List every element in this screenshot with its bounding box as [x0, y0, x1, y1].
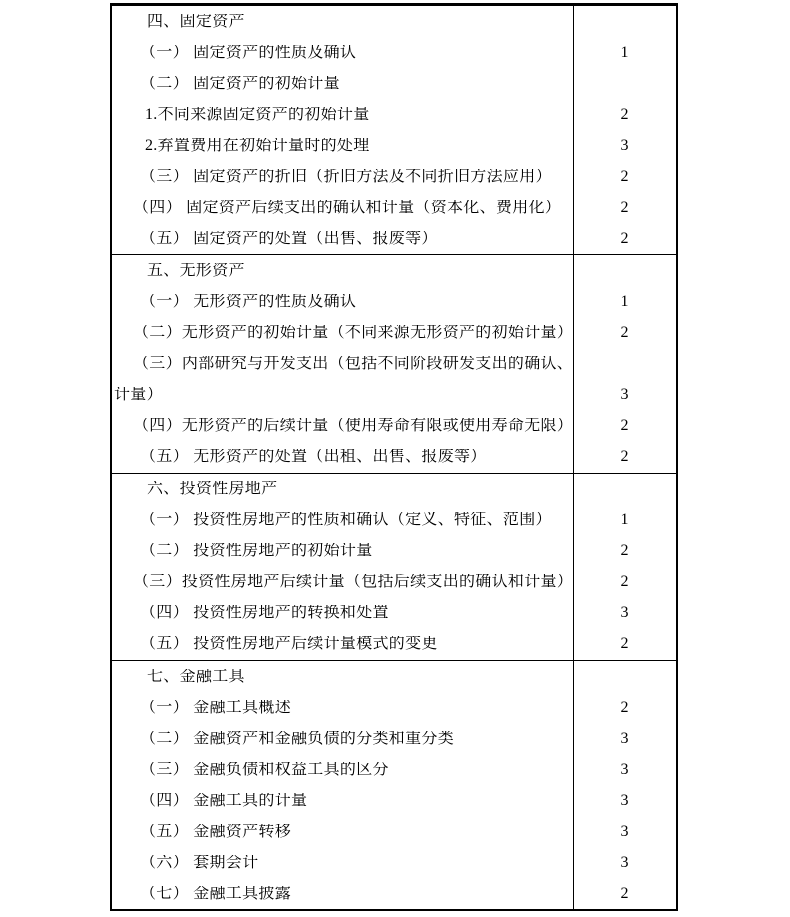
topic-cell: （三） 金融负债和权益工具的区分 [140, 761, 389, 778]
score-cell: 2 [620, 105, 629, 123]
table-row [112, 505, 676, 536]
table-row [112, 692, 676, 723]
score-cell: 2 [620, 417, 629, 435]
table-row [112, 816, 676, 847]
table-row [112, 442, 676, 473]
score-cell: 2 [620, 448, 629, 466]
table-row [112, 223, 676, 254]
table-row [112, 661, 676, 692]
score-cell: 2 [620, 167, 629, 185]
table-row [112, 349, 676, 380]
score-cell: 3 [620, 386, 629, 404]
topic-cell: （二） 金融资产和金融负债的分类和重分类 [140, 730, 455, 747]
score-cell: 1 [620, 43, 629, 61]
table-row [112, 130, 676, 161]
topic-cell: （五） 投资性房地产后续计量模式的变更 [140, 636, 438, 653]
topic-cell: 2.弃置费用在初始计量时的处理 [145, 137, 370, 154]
score-cell: 1 [620, 511, 629, 529]
topic-cell: 六、投资性房地产 [147, 481, 278, 498]
table-row [112, 161, 676, 192]
table-row [112, 785, 676, 816]
table-row [112, 847, 676, 878]
topic-cell: （三）内部研究与开发支出（包括不同阶段研发支出的确认、 [133, 356, 573, 373]
column-divider [573, 5, 574, 909]
score-cell: 3 [620, 853, 629, 871]
topic-cell: （一） 投资性房地产的性质和确认（定义、特征、范围） [140, 512, 552, 529]
table-row [112, 411, 676, 442]
table-section [112, 660, 676, 909]
topic-cell: （四） 投资性房地产的转换和处置 [140, 605, 389, 622]
topic-cell: （三） 固定资产的折旧（折旧方法及不同折旧方法应用） [140, 168, 552, 185]
score-cell: 2 [620, 884, 629, 902]
table-row [112, 754, 676, 785]
topic-cell: （一） 无形资产的性质及确认 [140, 293, 357, 310]
score-cell: 2 [620, 323, 629, 341]
table-row [112, 255, 676, 286]
topic-cell: 1.不同来源固定资产的初始计量 [145, 106, 370, 123]
score-cell: 2 [620, 573, 629, 591]
topic-cell: （五） 无形资产的处置（出租、出售、报废等） [140, 449, 487, 466]
topic-cell: 计量） [114, 387, 163, 404]
score-cell: 3 [620, 604, 629, 622]
topic-cell: 五、无形资产 [147, 262, 245, 279]
topic-cell: （二） 投资性房地产的初始计量 [140, 543, 373, 560]
topic-cell: （三）投资性房地产后续计量（包括后续支出的确认和计量） [133, 574, 573, 591]
score-cell: 3 [620, 760, 629, 778]
table-row [112, 474, 676, 505]
table-row [112, 99, 676, 130]
score-cell: 3 [620, 822, 629, 840]
topic-cell: （四） 固定资产后续支出的确认和计量（资本化、费用化） [133, 199, 562, 216]
table-row [112, 37, 676, 68]
table-row [112, 192, 676, 223]
score-cell: 2 [620, 698, 629, 716]
score-cell: 2 [620, 198, 629, 216]
table-row [112, 878, 676, 909]
table-row [112, 6, 676, 37]
table-section [112, 254, 676, 472]
table-row [112, 286, 676, 317]
topic-cell: （四） 金融工具的计量 [140, 792, 308, 809]
topic-cell: 四、固定资产 [147, 13, 245, 30]
topic-cell: （五） 固定资产的处置（出售、报废等） [140, 230, 438, 247]
topic-cell: （七） 金融工具披露 [140, 885, 292, 902]
table-section [112, 473, 676, 660]
topic-cell: （一） 固定资产的性质及确认 [140, 44, 357, 61]
score-cell: 3 [620, 791, 629, 809]
table-row [112, 536, 676, 567]
topic-cell: （六） 套期会计 [140, 854, 259, 871]
score-cell: 3 [620, 136, 629, 154]
score-cell: 2 [620, 229, 629, 247]
score-cell: 1 [620, 292, 629, 310]
score-cell: 2 [620, 635, 629, 653]
topic-cell: （五） 金融资产转移 [140, 823, 292, 840]
table-row [112, 629, 676, 660]
table-section [112, 5, 676, 254]
table-row [112, 380, 676, 411]
topic-cell: （二） 固定资产的初始计量 [140, 75, 340, 92]
table-row [112, 317, 676, 348]
topic-cell: （四）无形资产的后续计量（使用寿命有限或使用寿命无限） [133, 418, 573, 435]
table-row [112, 68, 676, 99]
table-row [112, 598, 676, 629]
score-cell: 2 [620, 542, 629, 560]
topic-cell: 七、金融工具 [147, 668, 245, 685]
topic-cell: （一） 金融工具概述 [140, 699, 292, 716]
syllabus-table [110, 3, 678, 911]
table-row [112, 723, 676, 754]
topic-cell: （二）无形资产的初始计量（不同来源无形资产的初始计量） [133, 324, 573, 341]
table-row [112, 567, 676, 598]
score-cell: 3 [620, 729, 629, 747]
